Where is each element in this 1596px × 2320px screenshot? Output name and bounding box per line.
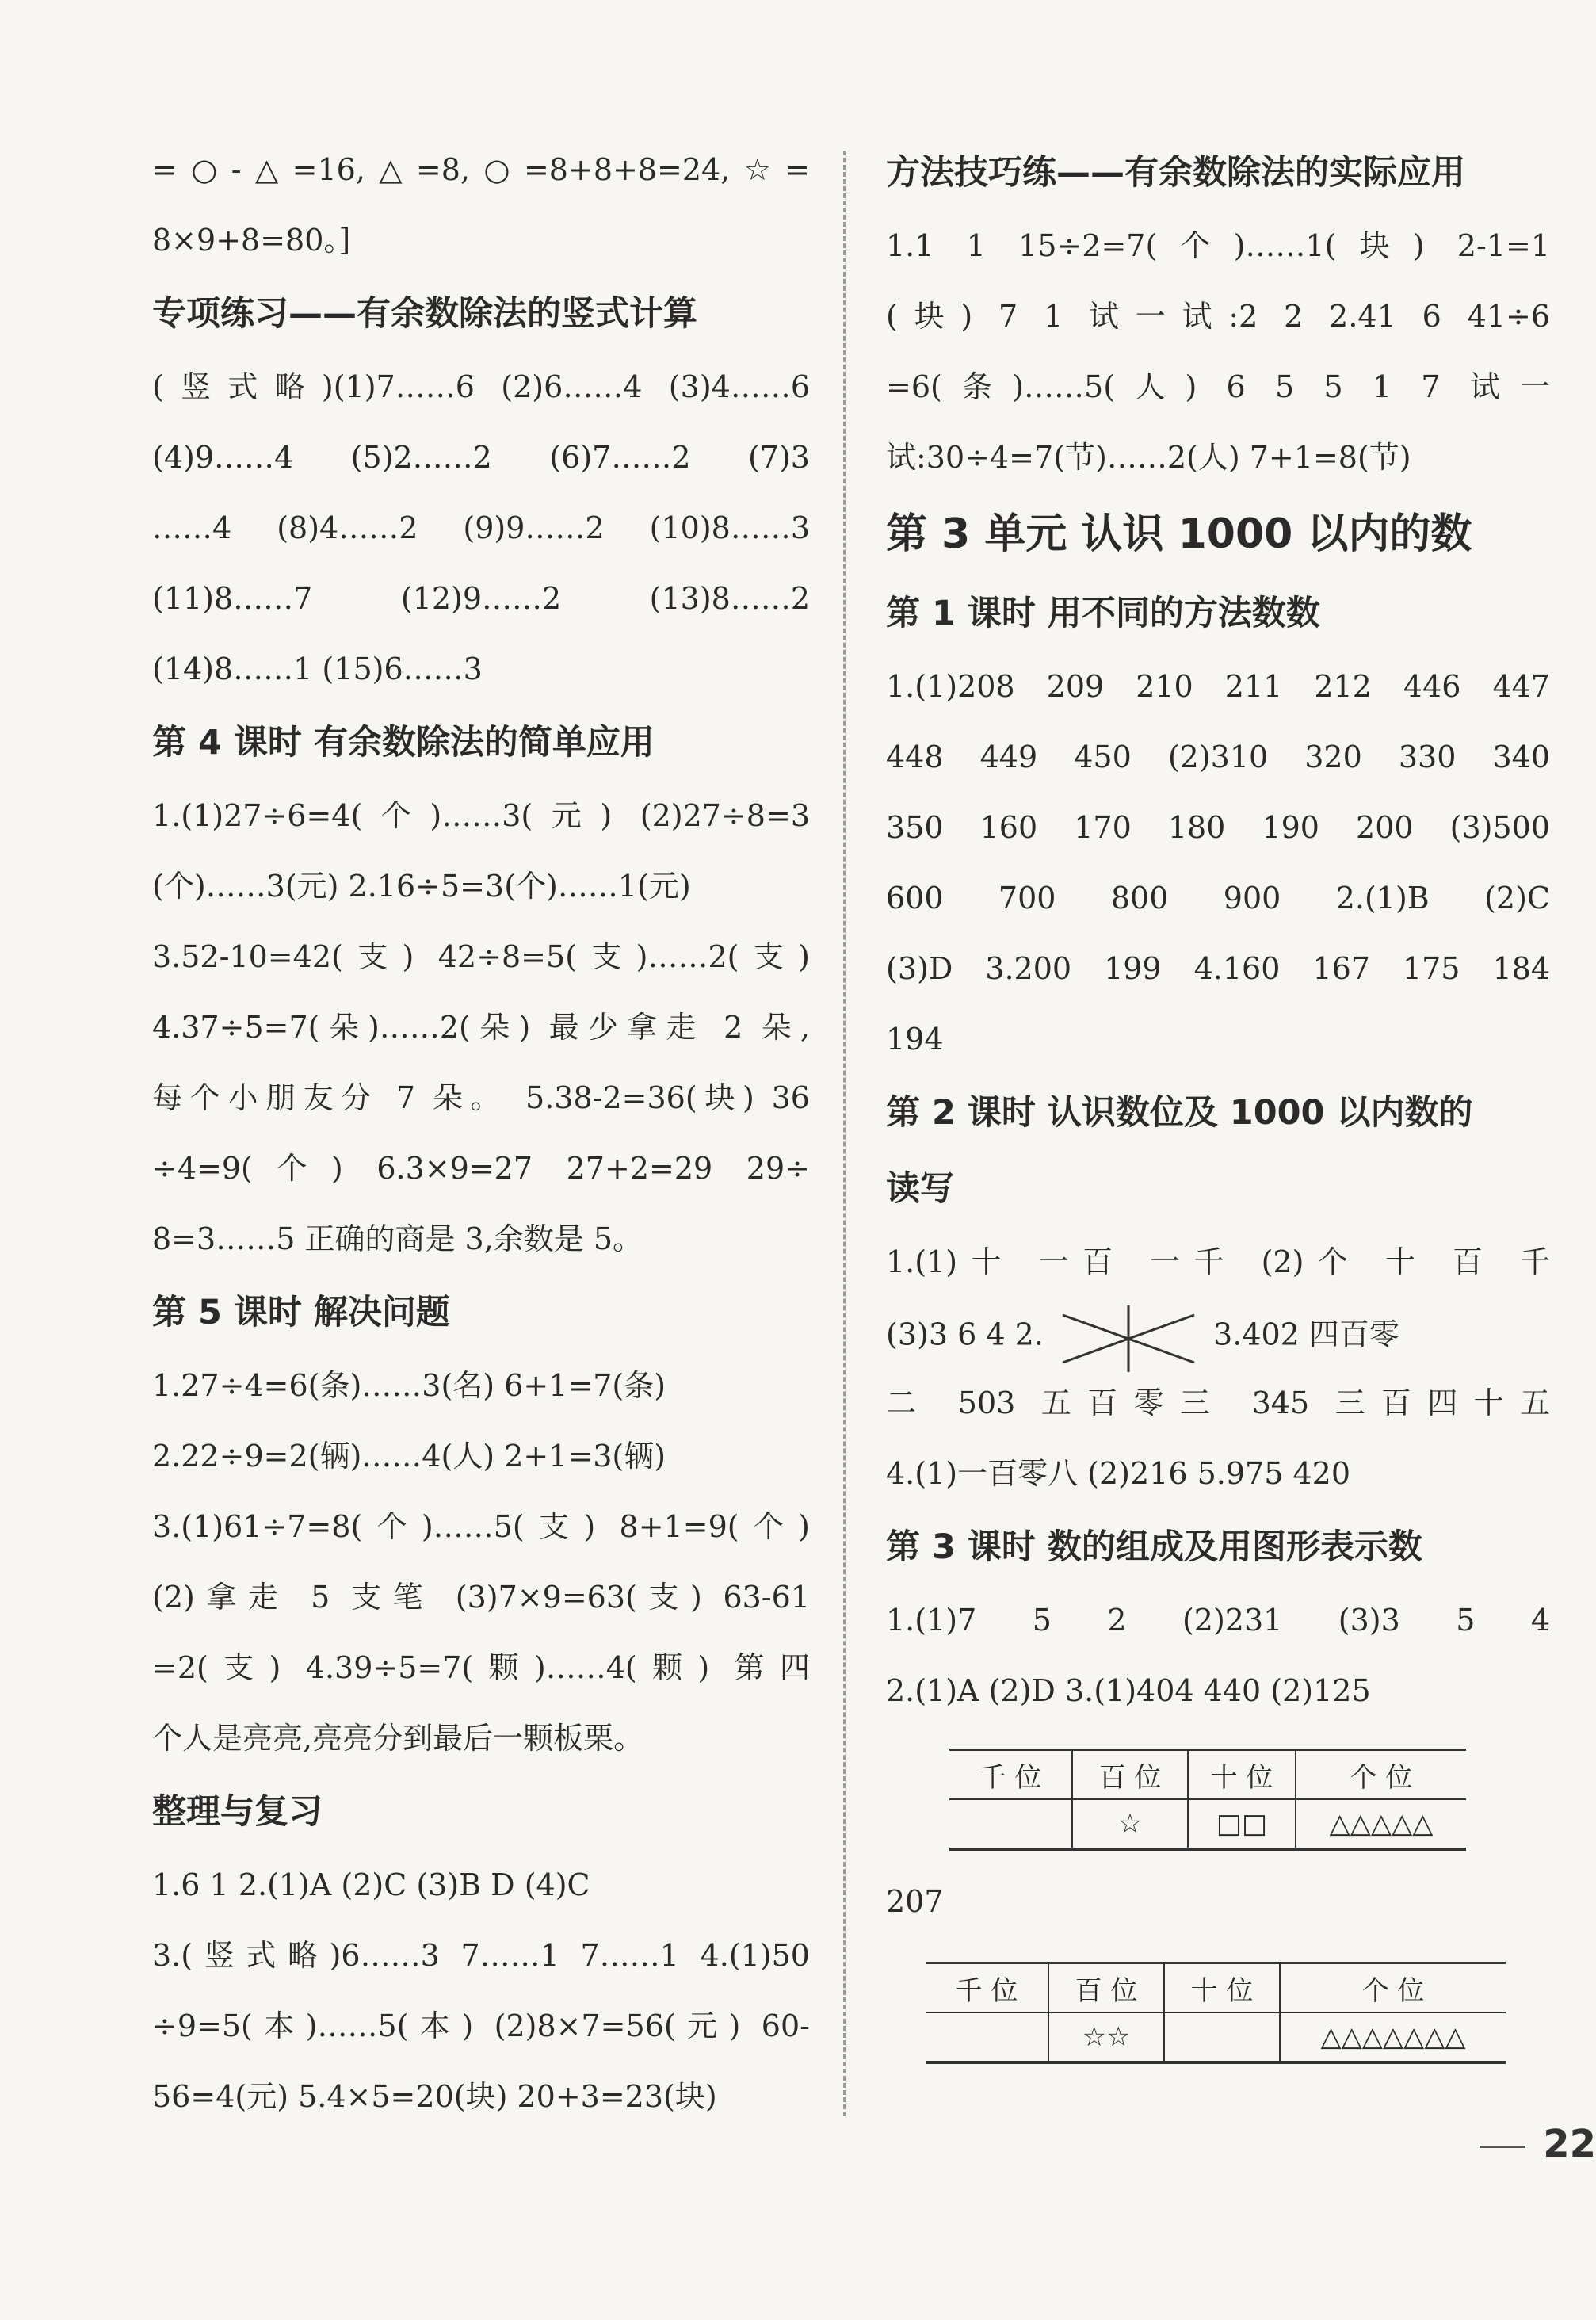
section-heading: 第 3 单元 认识 1000 以内的数 <box>886 510 1472 558</box>
text-line: 试:30÷4=7(节)……2(人) 7+1=8(节) <box>886 440 1411 475</box>
table2-cell <box>1164 2012 1280 2062</box>
text-line: (4)9……4 (5)2……2 (6)7……2 (7)3 <box>152 440 810 475</box>
section-heading: 整理与复习 <box>152 1792 323 1832</box>
page-number-text: 22 <box>1543 2122 1596 2166</box>
text-line: =6(条)……5(人) 6 5 5 1 7 试一 <box>886 369 1550 404</box>
column-divider <box>843 151 846 2116</box>
text-line: (竖式略)(1)7……6 (2)6……4 (3)4……6 <box>152 369 810 404</box>
section-heading: 读写 <box>886 1169 954 1209</box>
text-line: 4.37÷5=7(朵)……2(朵) 最少拿走 2 朵, <box>152 1010 810 1045</box>
text-line: 194 <box>886 1022 944 1057</box>
left-column <box>152 135 810 2132</box>
section-heading: 第 1 课时 用不同的方法数数 <box>886 594 1320 633</box>
text-line: (14)8……1 (15)6……3 <box>152 652 483 686</box>
text-line: 1.(1)208 209 210 211 212 446 447 <box>886 669 1550 704</box>
text-line: 3.(竖式略)6……3 7……1 7……1 4.(1)50 <box>152 1938 810 1973</box>
text-line: 二 503 五百零三 345 三百四十五 <box>886 1386 1550 1420</box>
table1-cell: □□ <box>1188 1799 1296 1849</box>
right-mid-block <box>886 1368 1550 1726</box>
table1-cell: △△△△△ <box>1296 1799 1466 1849</box>
text-line: =○-△=16,△=8,○=8+8+8=24,☆= <box>152 152 810 187</box>
text-line: 1.(1)27÷6=4(个)……3(元) (2)27÷8=3 <box>152 798 810 833</box>
table2-header: 百 位 <box>1048 1963 1164 2013</box>
text-line: 1.1 1 15÷2=7(个)……1(块) 2-1=1 <box>886 228 1550 263</box>
text-line: 1.6 1 2.(1)A (2)C (3)B D (4)C <box>152 1867 590 1902</box>
text-line: 350 160 170 180 190 200 (3)500 <box>886 810 1550 845</box>
text-line: 1.(1)7 5 2 (2)231 (3)3 5 4 <box>886 1603 1550 1638</box>
table2-cell: ☆☆ <box>1048 2012 1164 2062</box>
right-column <box>886 135 1550 2077</box>
place-value-table-1 <box>949 1749 1466 1851</box>
text-line: (3)D 3.200 199 4.160 167 175 184 <box>886 951 1550 986</box>
text-line: 1.(1)十 一百 一千 (2)个 十 百 千 <box>886 1244 1550 1279</box>
diagram-line-right: 3.402 四百零 <box>1213 1317 1399 1352</box>
text-line: 每个小朋友分 7 朵。 5.38-2=36(块) 36 <box>152 1080 810 1115</box>
section-heading: 第 4 课时 有余数除法的简单应用 <box>152 723 655 763</box>
page-number <box>1480 2108 1596 2180</box>
section-heading: 方法技巧练——有余数除法的实际应用 <box>886 153 1465 193</box>
table1-header: 千 位 <box>949 1750 1072 1800</box>
text-line: 8×9+8=80。] <box>152 223 351 258</box>
table1-caption: 207 <box>886 1884 944 1919</box>
text-line: 3.(1)61÷7=8(个)……5(支) 8+1=9(个) <box>152 1509 810 1544</box>
page-number-rule <box>1480 2146 1525 2148</box>
text-line: 1.27÷4=6(条)……3(名) 6+1=7(条) <box>152 1368 666 1403</box>
text-line: (11)8……7 (12)9……2 (13)8……2 <box>152 581 810 616</box>
text-line: (块) 7 1 试一试:2 2 2.41 6 41÷6 <box>886 299 1550 334</box>
section-heading: 第 3 课时 数的组成及用图形表示数 <box>886 1527 1422 1567</box>
text-line: 2.(1)A (2)D 3.(1)404 440 (2)125 <box>886 1673 1371 1708</box>
text-line: 2.22÷9=2(辆)……4(人) 2+1=3(辆) <box>152 1439 666 1473</box>
text-line: =2(支) 4.39÷5=7(颗)……4(颗) 第四 <box>152 1650 810 1685</box>
cross-lines-diagram <box>1053 1298 1204 1377</box>
text-line: 56=4(元) 5.4×5=20(块) 20+3=23(块) <box>152 2079 717 2114</box>
table2-header: 十 位 <box>1164 1963 1280 2013</box>
table2-cell <box>926 2012 1048 2062</box>
section-heading: 第 5 课时 解决问题 <box>152 1293 450 1332</box>
table2-header: 个 位 <box>1280 1963 1506 2013</box>
text-line: 4.(1)一百零八 (2)216 5.975 420 <box>886 1456 1350 1491</box>
table1-header: 十 位 <box>1188 1750 1296 1800</box>
place-value-table-2 <box>926 1962 1506 2064</box>
text-line-diagram <box>886 1298 1550 1368</box>
table2-cell: △△△△△△△ <box>1280 2012 1506 2062</box>
text-line: ÷4=9(个) 6.3×9=27 27+2=29 29÷ <box>152 1151 810 1186</box>
table1-cell: ☆ <box>1072 1799 1188 1849</box>
text-line: ……4 (8)4……2 (9)9……2 (10)8……3 <box>152 510 810 545</box>
text-line: (个)……3(元) 2.16÷5=3(个)……1(元) <box>152 869 691 904</box>
section-heading: 第 2 课时 认识数位及 1000 以内数的 <box>886 1093 1473 1133</box>
text-line: 448 449 450 (2)310 320 330 340 <box>886 740 1550 774</box>
right-top-block <box>886 135 1550 1298</box>
text-line: (2)拿走 5 支笔 (3)7×9=63(支) 63-61 <box>152 1580 810 1615</box>
section-heading: 专项练习——有余数除法的竖式计算 <box>152 294 697 334</box>
text-line: ÷9=5(本)……5(本) (2)8×7=56(元) 60- <box>152 2009 810 2043</box>
table1-header: 个 位 <box>1296 1750 1466 1800</box>
text-line: 个人是亮亮,亮亮分到最后一颗板栗。 <box>152 1721 644 1756</box>
table1-header: 百 位 <box>1072 1750 1188 1800</box>
text-line: 600 700 800 900 2.(1)B (2)C <box>886 881 1550 915</box>
table2-header: 千 位 <box>926 1963 1048 2013</box>
diagram-line-left: (3)3 6 4 2. <box>886 1317 1044 1352</box>
text-line: 8=3……5 正确的商是 3,余数是 5。 <box>152 1221 643 1256</box>
table1-cell <box>949 1799 1072 1849</box>
text-line: 3.52-10=42(支) 42÷8=5(支)……2(支) <box>152 939 810 974</box>
